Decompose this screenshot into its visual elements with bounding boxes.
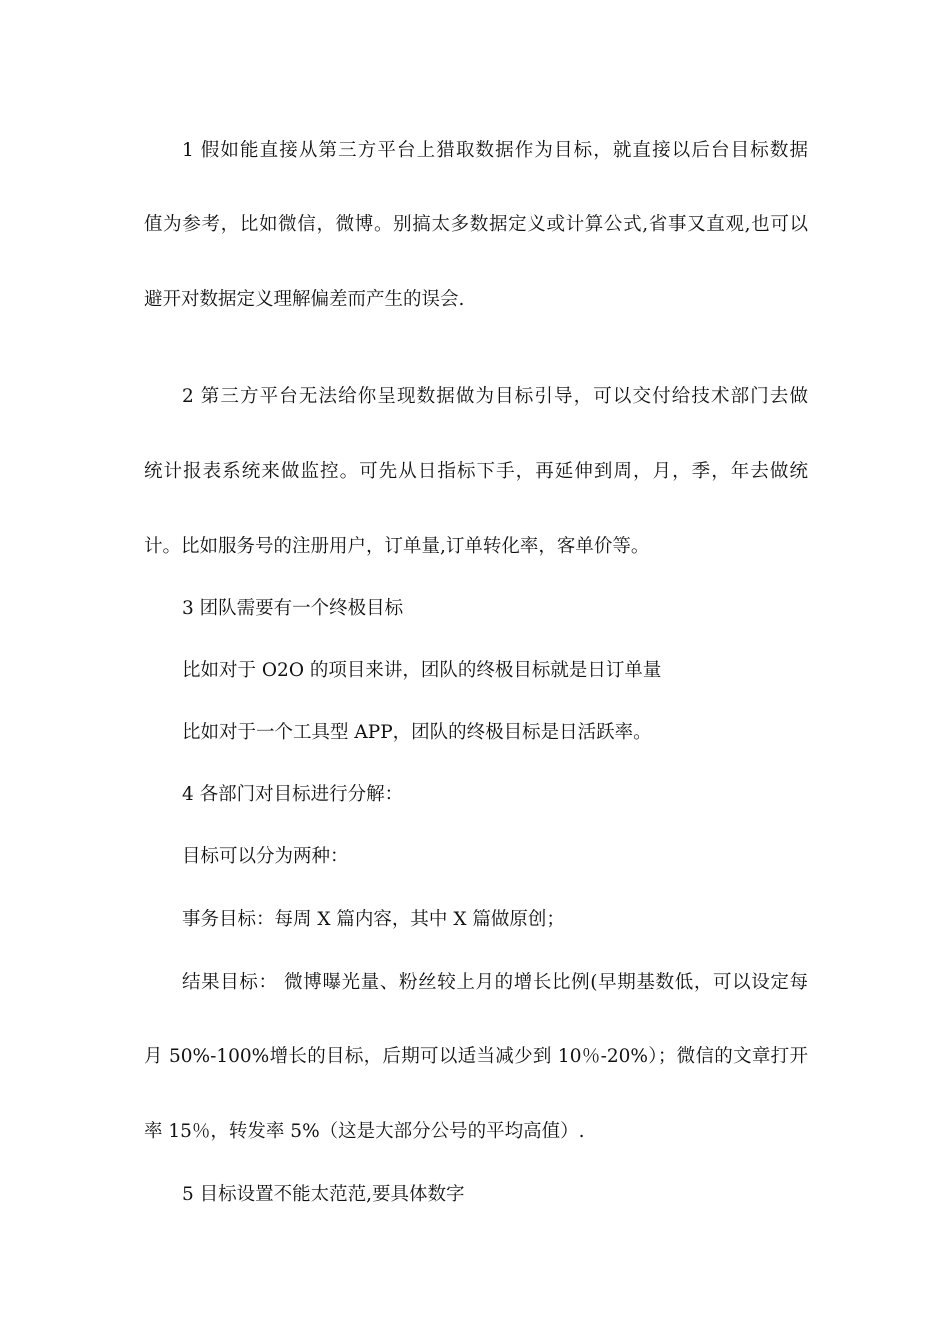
paragraph-1-line-2: 值为参考，比如微信，微博。别搞太多数据定义或计算公式,省事又直观,也可以 bbox=[144, 214, 808, 235]
paragraph-2-line-1: 2 第三方平台无法给你呈现数据做为目标引导，可以交付给技术部门去做 bbox=[182, 386, 808, 407]
paragraph-3-example-2: 比如对于一个工具型 APP，团队的终极目标是日活跃率。 bbox=[182, 722, 652, 743]
paragraph-4-task-goal: 事务目标：每周 X 篇内容，其中 X 篇做原创； bbox=[182, 909, 565, 930]
paragraph-4-line-types: 目标可以分为两种： bbox=[182, 846, 349, 867]
paragraph-3-example-1: 比如对于 O2O 的项目来讲，团队的终极目标就是日订单量 bbox=[182, 660, 662, 681]
paragraph-3-heading: 3 团队需要有一个终极目标 bbox=[182, 598, 404, 619]
paragraph-1-line-3: 避开对数据定义理解偏差而产生的误会. bbox=[144, 289, 465, 310]
paragraph-2-line-3: 计。比如服务号的注册用户，订单量,订单转化率，客单价等。 bbox=[144, 536, 650, 557]
paragraph-2-line-2: 统计报表系统来做监控。可先从日指标下手，再延伸到周，月，季，年去做统 bbox=[144, 461, 808, 482]
paragraph-4-result-goal-line-1: 结果目标： 微博曝光量、粉丝较上月的增长比例(早期基数低，可以设定每 bbox=[182, 972, 808, 993]
paragraph-4-heading: 4 各部门对目标进行分解： bbox=[182, 784, 404, 805]
paragraph-4-result-goal-line-3: 率 15％，转发率 5%（这是大部分公号的平均高值）. bbox=[144, 1121, 585, 1142]
paragraph-5-heading: 5 目标设置不能太范范,要具体数字 bbox=[182, 1184, 465, 1205]
paragraph-1-line-1: 1 假如能直接从第三方平台上猎取数据作为目标，就直接以后台目标数据 bbox=[182, 140, 808, 161]
paragraph-4-result-goal-line-2: 月 50%-100%增长的目标，后期可以适当减少到 10％-20%）；微信的文章打开 bbox=[144, 1046, 808, 1067]
